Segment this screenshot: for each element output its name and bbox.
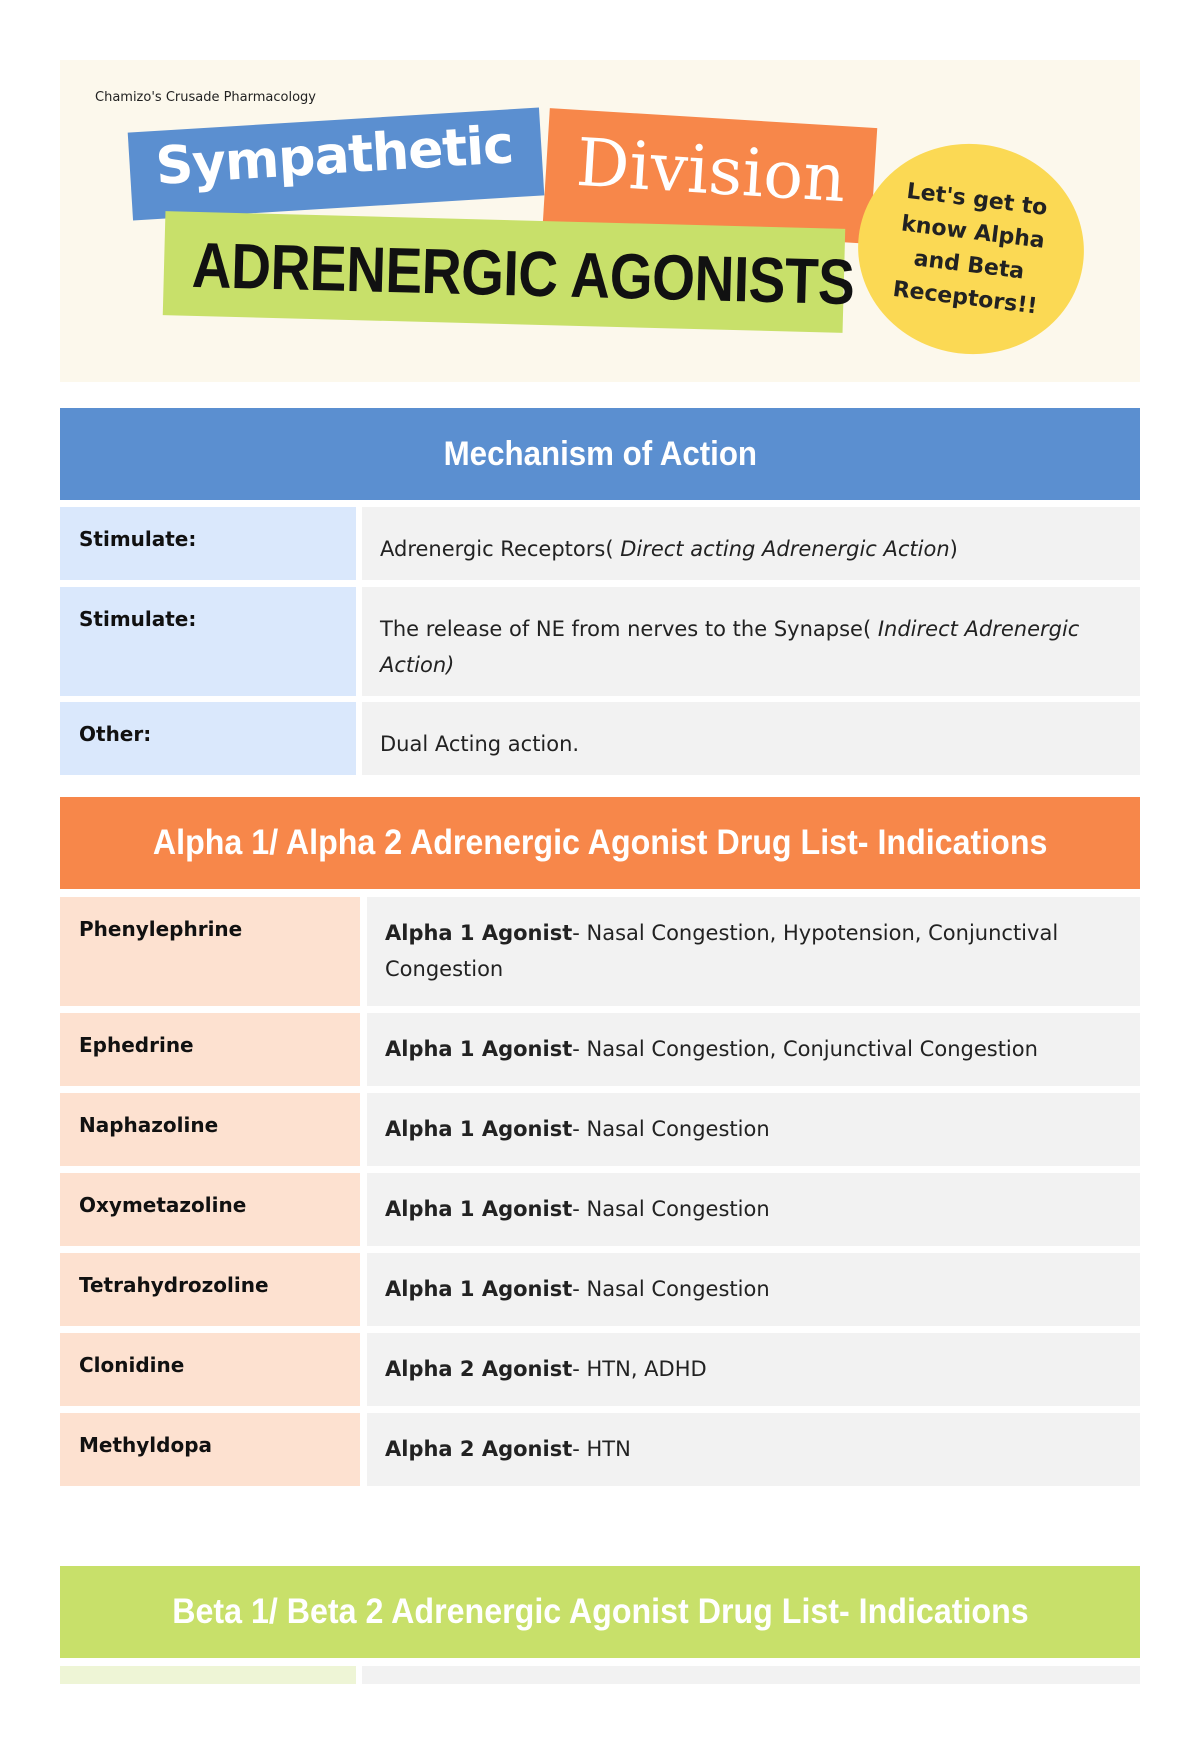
subtitle-sticker	[163, 211, 856, 333]
header-banner	[60, 60, 1140, 382]
moa-title: Mechanism of Action	[443, 434, 757, 473]
drug-name: Ephedrine	[60, 1013, 360, 1086]
moa-description: The release of NE from nerves to the Synapse( Indirect Adrenergic Action)	[362, 587, 1140, 696]
alpha-drug-row	[60, 1093, 1140, 1166]
moa-description: Adrenergic Receptors( Direct acting Adrenergic Action)	[362, 507, 1140, 580]
drug-indication: Alpha 2 Agonist- HTN	[367, 1413, 1140, 1486]
drug-name: Oxymetazoline	[60, 1173, 360, 1246]
moa-row	[60, 507, 1140, 580]
alpha-title: Alpha 1/ Alpha 2 Adrenergic Agonist Drug List- Indications	[152, 823, 1048, 862]
moa-section-header	[60, 408, 1140, 500]
moa-description: Dual Acting action.	[362, 702, 1140, 775]
moa-label: Other:	[60, 702, 356, 775]
drug-indication: Alpha 2 Agonist- HTN, ADHD	[367, 1333, 1140, 1406]
beta-section-header	[60, 1566, 1140, 1658]
header-caption: Chamizo's Crusade Pharmacology	[95, 90, 316, 105]
beta-title: Beta 1/ Beta 2 Adrenergic Agonist Drug List- Indications	[171, 1592, 1029, 1631]
alpha-drug-row	[60, 1173, 1140, 1246]
alpha-drug-row	[60, 1013, 1140, 1086]
moa-row	[60, 702, 1140, 775]
beta-indication-cell	[362, 1666, 1140, 1684]
drug-name: Clonidine	[60, 1333, 360, 1406]
title-word-division: Division	[574, 123, 849, 218]
moa-label: Stimulate:	[60, 507, 356, 580]
alpha-section-header	[60, 797, 1140, 889]
beta-drug-row	[60, 1666, 1140, 1684]
callout-bubble	[846, 131, 1096, 367]
alpha-drug-row	[60, 897, 1140, 1006]
drug-indication: Alpha 1 Agonist- Nasal Congestion	[367, 1253, 1140, 1326]
alpha-drug-row	[60, 1333, 1140, 1406]
drug-indication: Alpha 1 Agonist- Nasal Congestion, Hypotension, Conjunctival Congestion	[367, 897, 1140, 1006]
drug-indication: Alpha 1 Agonist- Nasal Congestion, Conjunctival Congestion	[367, 1013, 1140, 1086]
moa-row	[60, 587, 1140, 696]
alpha-drug-row	[60, 1413, 1140, 1486]
moa-label: Stimulate:	[60, 587, 356, 696]
drug-indication: Alpha 1 Agonist- Nasal Congestion	[367, 1173, 1140, 1246]
drug-indication: Alpha 1 Agonist- Nasal Congestion	[367, 1093, 1140, 1166]
drug-name: Tetrahydrozoline	[60, 1253, 360, 1326]
drug-name: Naphazoline	[60, 1093, 360, 1166]
drug-name: Methyldopa	[60, 1413, 360, 1486]
drug-name: Phenylephrine	[60, 897, 360, 1006]
subtitle-text: ADRENERGIC AGONISTS	[191, 228, 856, 319]
callout-text: Let's get to know Alpha and Beta Receptors!!	[891, 178, 1049, 320]
beta-drug-name-cell	[60, 1666, 356, 1684]
title-word-sympathetic: Sympathetic	[154, 115, 515, 197]
alpha-drug-row	[60, 1253, 1140, 1326]
title-sticker-sympathetic	[128, 108, 545, 221]
